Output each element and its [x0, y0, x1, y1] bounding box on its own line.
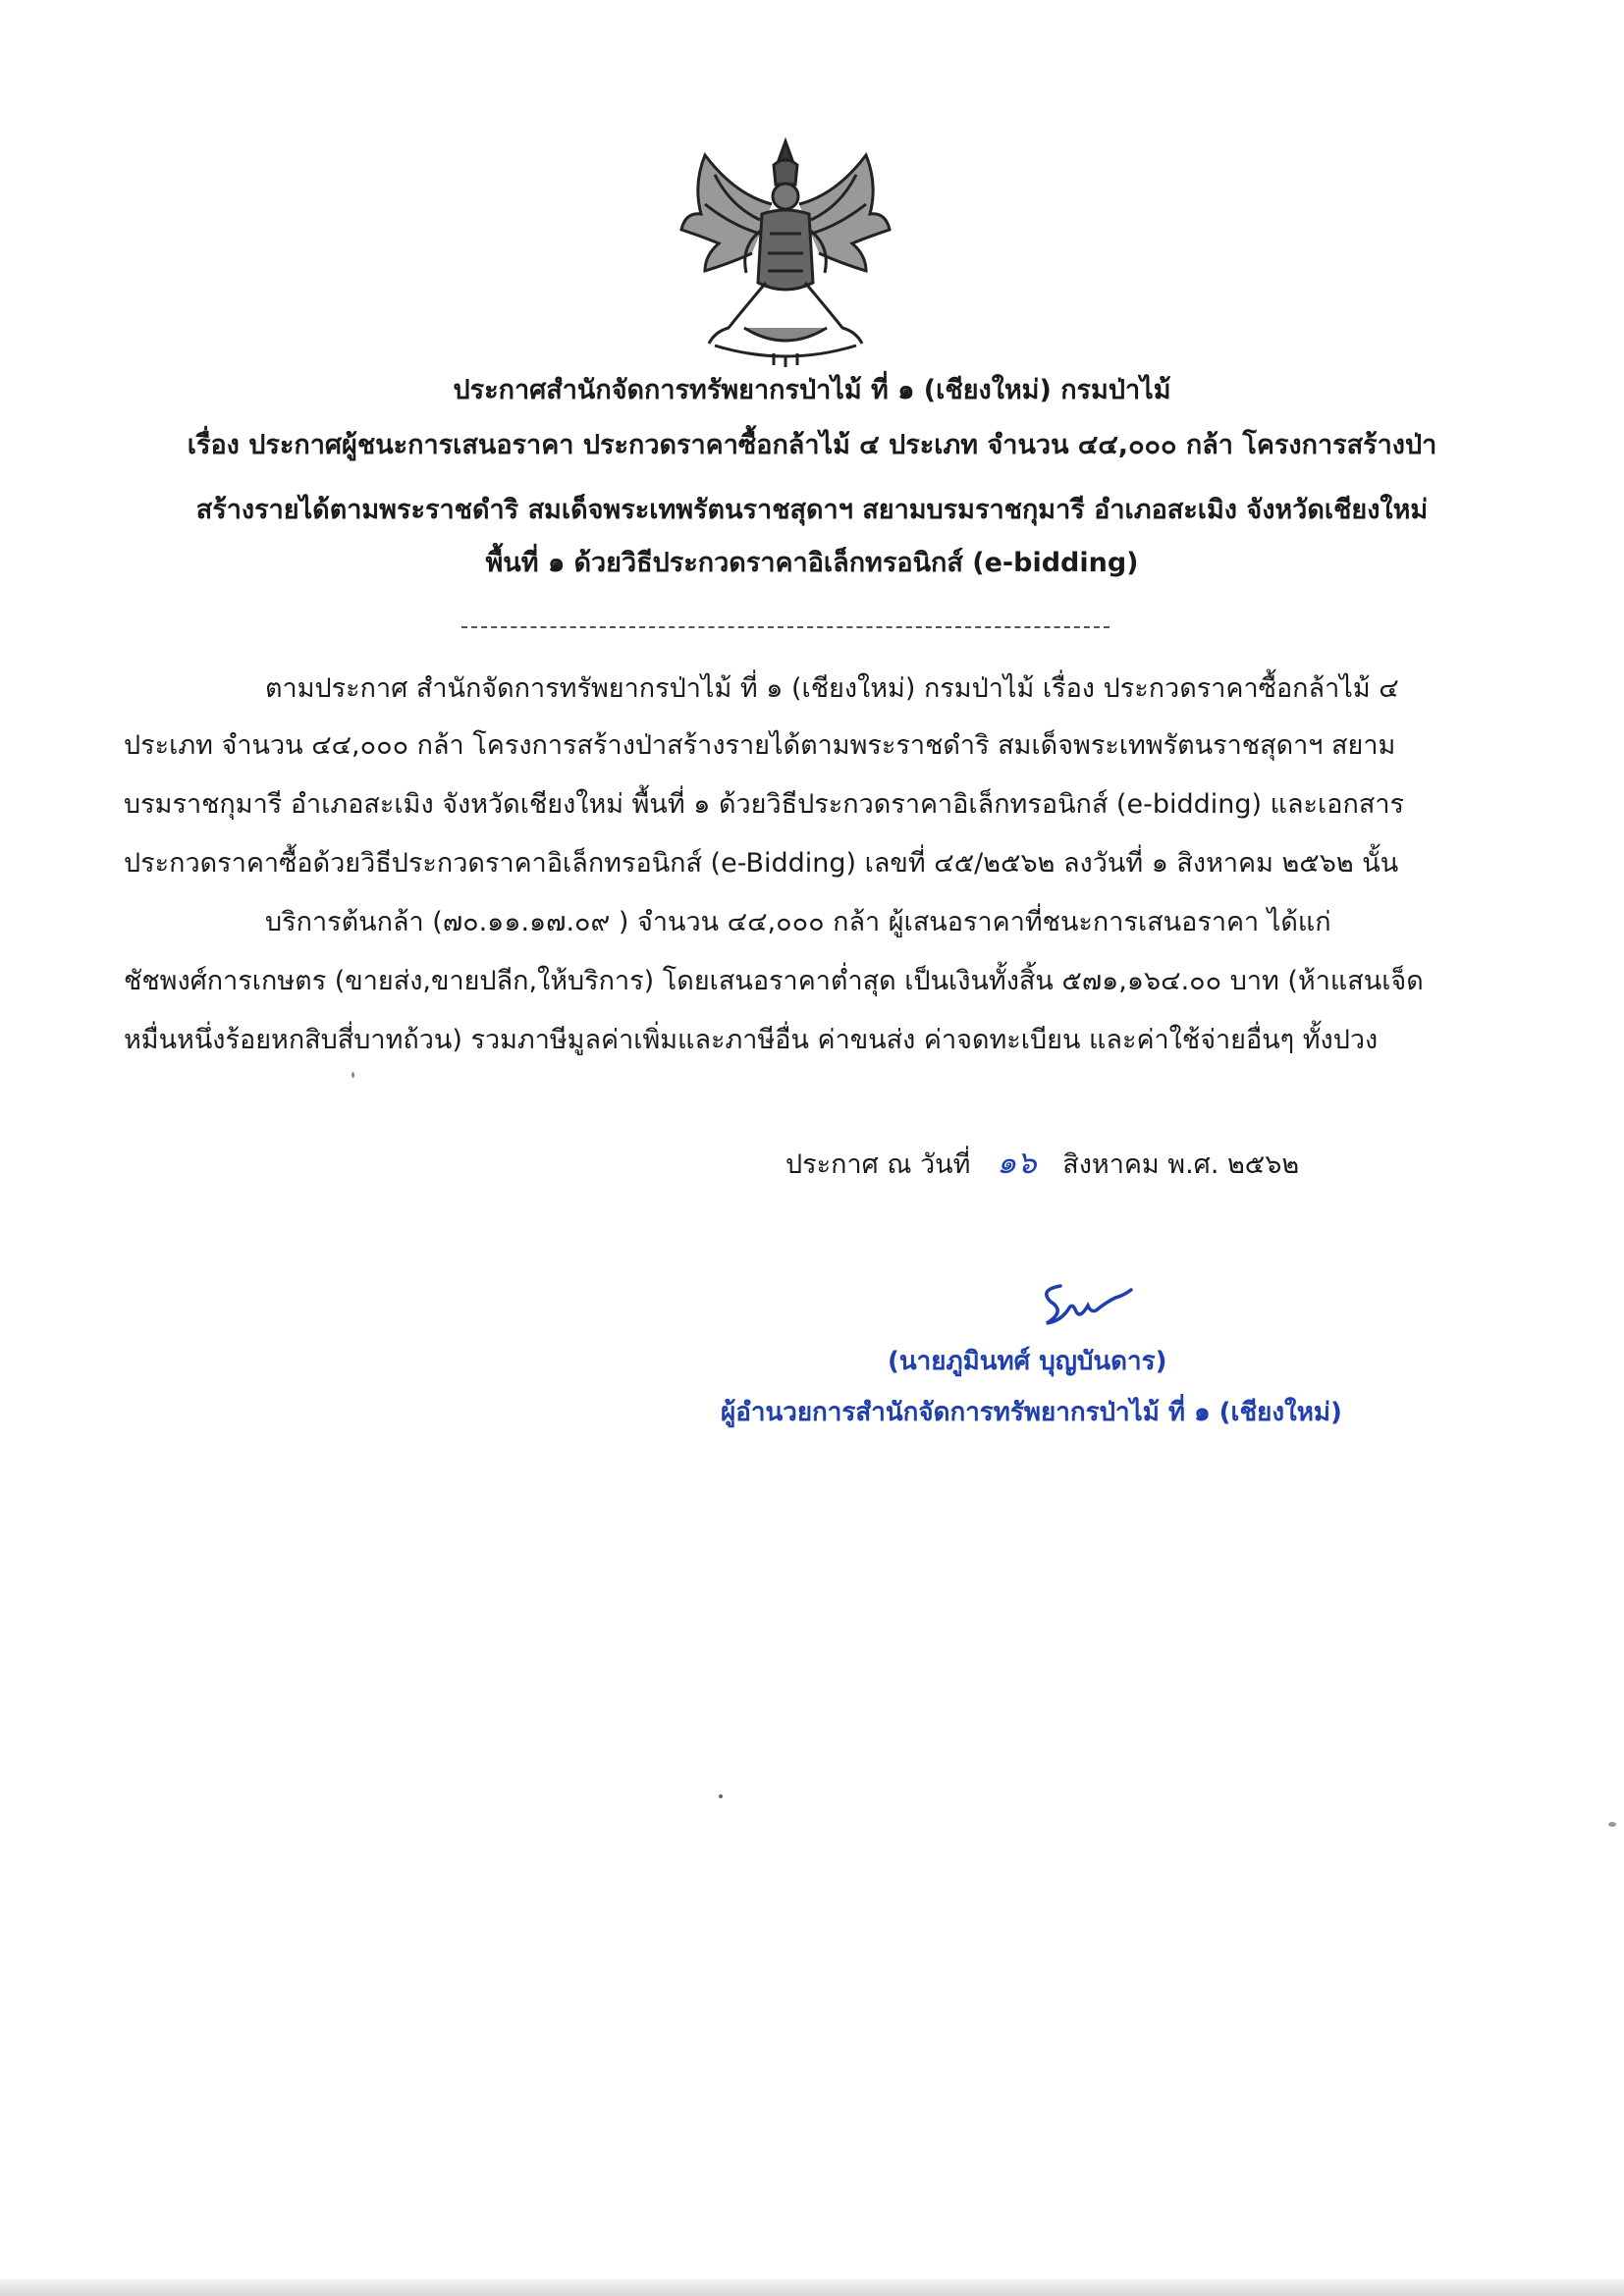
body-line: ประเภท จำนวน ๔๔,๐๐๐ กล้า โครงการสร้างป่าสร้างรายได้ตามพระราชดำริ สมเด็จพระเทพรัตนราชสุดาฯ สยาม — [124, 730, 1396, 761]
dateline-day: ๑๖ — [997, 1144, 1037, 1181]
body-line: ชัชพงศ์การเกษตร (ขายส่ง,ขายปลีก,ให้บริการ) โดยเสนอราคาต่ำสุด เป็นเงินทั้งสิ้น ๕๗๑,๑๖๔.๐๐ บาท (ห้าแสนเจ็ด — [124, 966, 1424, 996]
signatory-title: ผู้อำนวยการสำนักจัดการทรัพยากรป่าไม้ ที่ ๑ (เชียงใหม่) — [721, 1398, 1342, 1427]
scan-speck — [352, 1072, 354, 1078]
dateline-suffix: สิงหาคม พ.ศ. ๒๕๖๒ — [1062, 1149, 1300, 1180]
scan-speck — [1608, 1822, 1616, 1827]
dateline — [785, 1145, 1299, 1183]
handwritten-signature — [1031, 1276, 1139, 1333]
subject-line-1: เรื่อง ประกาศผู้ชนะการเสนอราคา ประกวดราคาซื้อกล้าไม้ ๔ ประเภท จำนวน ๔๔,๐๐๐ กล้า โครงการสร้างป่า — [187, 430, 1437, 460]
body-line: บริการต้นกล้า (๗๐.๑๑.๑๗.๐๙ ) จำนวน ๔๔,๐๐๐ กล้า ผู้เสนอราคาที่ชนะการเสนอราคา ได้แก่ — [265, 907, 1331, 937]
scan-bottom-edge — [0, 2279, 1624, 2296]
scan-speck — [719, 1794, 723, 1798]
announcement-title: ประกาศสำนักจัดการทรัพยากรป่าไม้ ที่ ๑ (เชียงใหม่) กรมป่าไม้ — [453, 375, 1171, 405]
body-line: บรมราชกุมารี อำเภอสะเมิง จังหวัดเชียงใหม่ พื้นที่ ๑ ด้วยวิธีประกวดราคาอิเล็กทรอนิกส์ (e-bidding) และเอกสาร — [124, 789, 1404, 820]
garuda-emblem-icon — [676, 135, 895, 367]
subject-line-2: สร้างรายได้ตามพระราชดำริ สมเด็จพระเทพรัตนราชสุดาฯ สยามบรมราชกุมารี อำเภอสะเมิง จังหวัดเชียงใหม่ — [195, 495, 1429, 525]
body-line: ตามประกาศ สำนักจัดการทรัพยากรป่าไม้ ที่ ๑ (เชียงใหม่) กรมป่าไม้ เรื่อง ประกวดราคาซื้อกล้าไม้ ๔ — [265, 673, 1399, 704]
subject-line-3: พื้นที่ ๑ ด้วยวิธีประกวดราคาอิเล็กทรอนิกส์ (e-bidding) — [485, 548, 1139, 578]
body-line: หมื่นหนึ่งร้อยหกสิบสี่บาทถ้วน) รวมภาษีมูลค่าเพิ่มและภาษีอื่น ค่าขนส่ง ค่าจดทะเบียน และค่าใช้จ่ายอื่นๆ ทั้งปวง — [124, 1025, 1379, 1055]
signatory-name: (นายภูมินทศ์ บุญบันดาร) — [888, 1347, 1167, 1376]
separator-line — [461, 626, 1110, 628]
body-line: ประกวดราคาซื้อด้วยวิธีประกวดราคาอิเล็กทรอนิกส์ (e-Bidding) เลขที่ ๔๕/๒๕๖๒ ลงวันที่ ๑ สิงหาคม ๒๕๖๒ นั้น — [124, 848, 1399, 879]
dateline-prefix: ประกาศ ณ วันที่ — [785, 1149, 971, 1180]
